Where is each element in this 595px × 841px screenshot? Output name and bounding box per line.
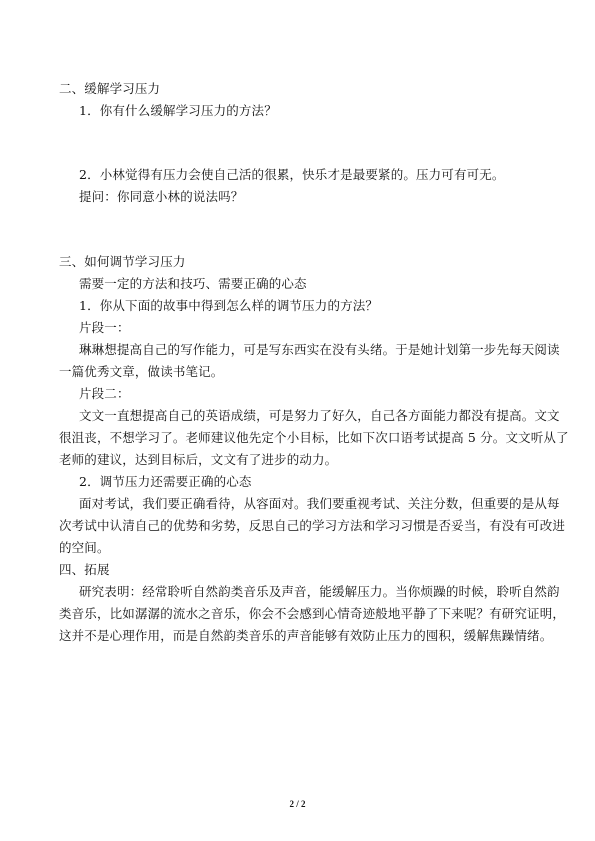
fragment-2-title: 片段二： — [79, 386, 130, 401]
mindset-paragraph-line: 次考试中认清自己的优势和劣势，反思自己的学习方法和学习习惯是否妥当，有没有可改进 — [59, 518, 566, 533]
fragment-1-line: 琳琳想提高自己的写作能力，可是写东西实在没有头绪。于是她计划第一步先每天阅读 — [79, 342, 560, 357]
question-1-methods: 1．你有什么缓解学习压力的方法？ — [79, 103, 277, 118]
section-heading-extension: 四、拓展 — [59, 562, 110, 577]
fragment-1-line: 一篇优秀文章，做读书笔记。 — [59, 364, 224, 379]
fragment-1-title: 片段一： — [79, 320, 130, 335]
mindset-paragraph-line: 的空间。 — [59, 540, 110, 555]
extension-paragraph-line: 类音乐，比如潺潺的流水之音乐，你会不会感到心情奇迹般地平静了下来呢？有研究证明， — [59, 606, 566, 621]
section-heading-adjust-pressure: 三、如何调节学习压力 — [59, 254, 186, 269]
page-number: 2 / 2 — [289, 799, 306, 809]
question-prompt: 提问：你同意小林的说法吗？ — [79, 189, 244, 204]
question-2-xiaolin: 2．小林觉得有压力会使自己活的很累，快乐才是最要紧的。压力可有可无。 — [79, 167, 505, 182]
mindset-paragraph-line: 面对考试，我们要正确看待，从容面对。我们要重视考试、关注分数，但重要的是从每 — [79, 496, 560, 511]
fragment-2-line: 文文一直想提高自己的英语成绩，可是努力了好久，自己各方面能力都没有提高。文文 — [79, 408, 560, 423]
extension-paragraph-line: 研究表明：经常聆听自然韵类音乐及声音，能缓解压力。当你烦躁的时候，聆听自然韵 — [79, 584, 560, 599]
fragment-2-line: 很沮丧，不想学习了。老师建议他先定个小目标，比如下次口语考试提高 5 分。文文听从了 — [59, 430, 569, 445]
section-heading-relieve-pressure: 二、缓解学习压力 — [59, 81, 161, 96]
question-2-mindset: 2．调节压力还需要正确的心态 — [79, 474, 252, 489]
section-intro-text: 需要一定的方法和技巧、需要正确的心态 — [79, 276, 307, 291]
fragment-2-line: 老师的建议，达到目标后，文文有了进步的动力。 — [59, 452, 338, 467]
question-1-story: 1．你从下面的故事中得到怎么样的调节压力的方法？ — [79, 298, 379, 313]
extension-paragraph-line: 这并不是心理作用，而是自然韵类音乐的声音能够有效防止压力的囤积，缓解焦躁情绪。 — [59, 628, 553, 643]
